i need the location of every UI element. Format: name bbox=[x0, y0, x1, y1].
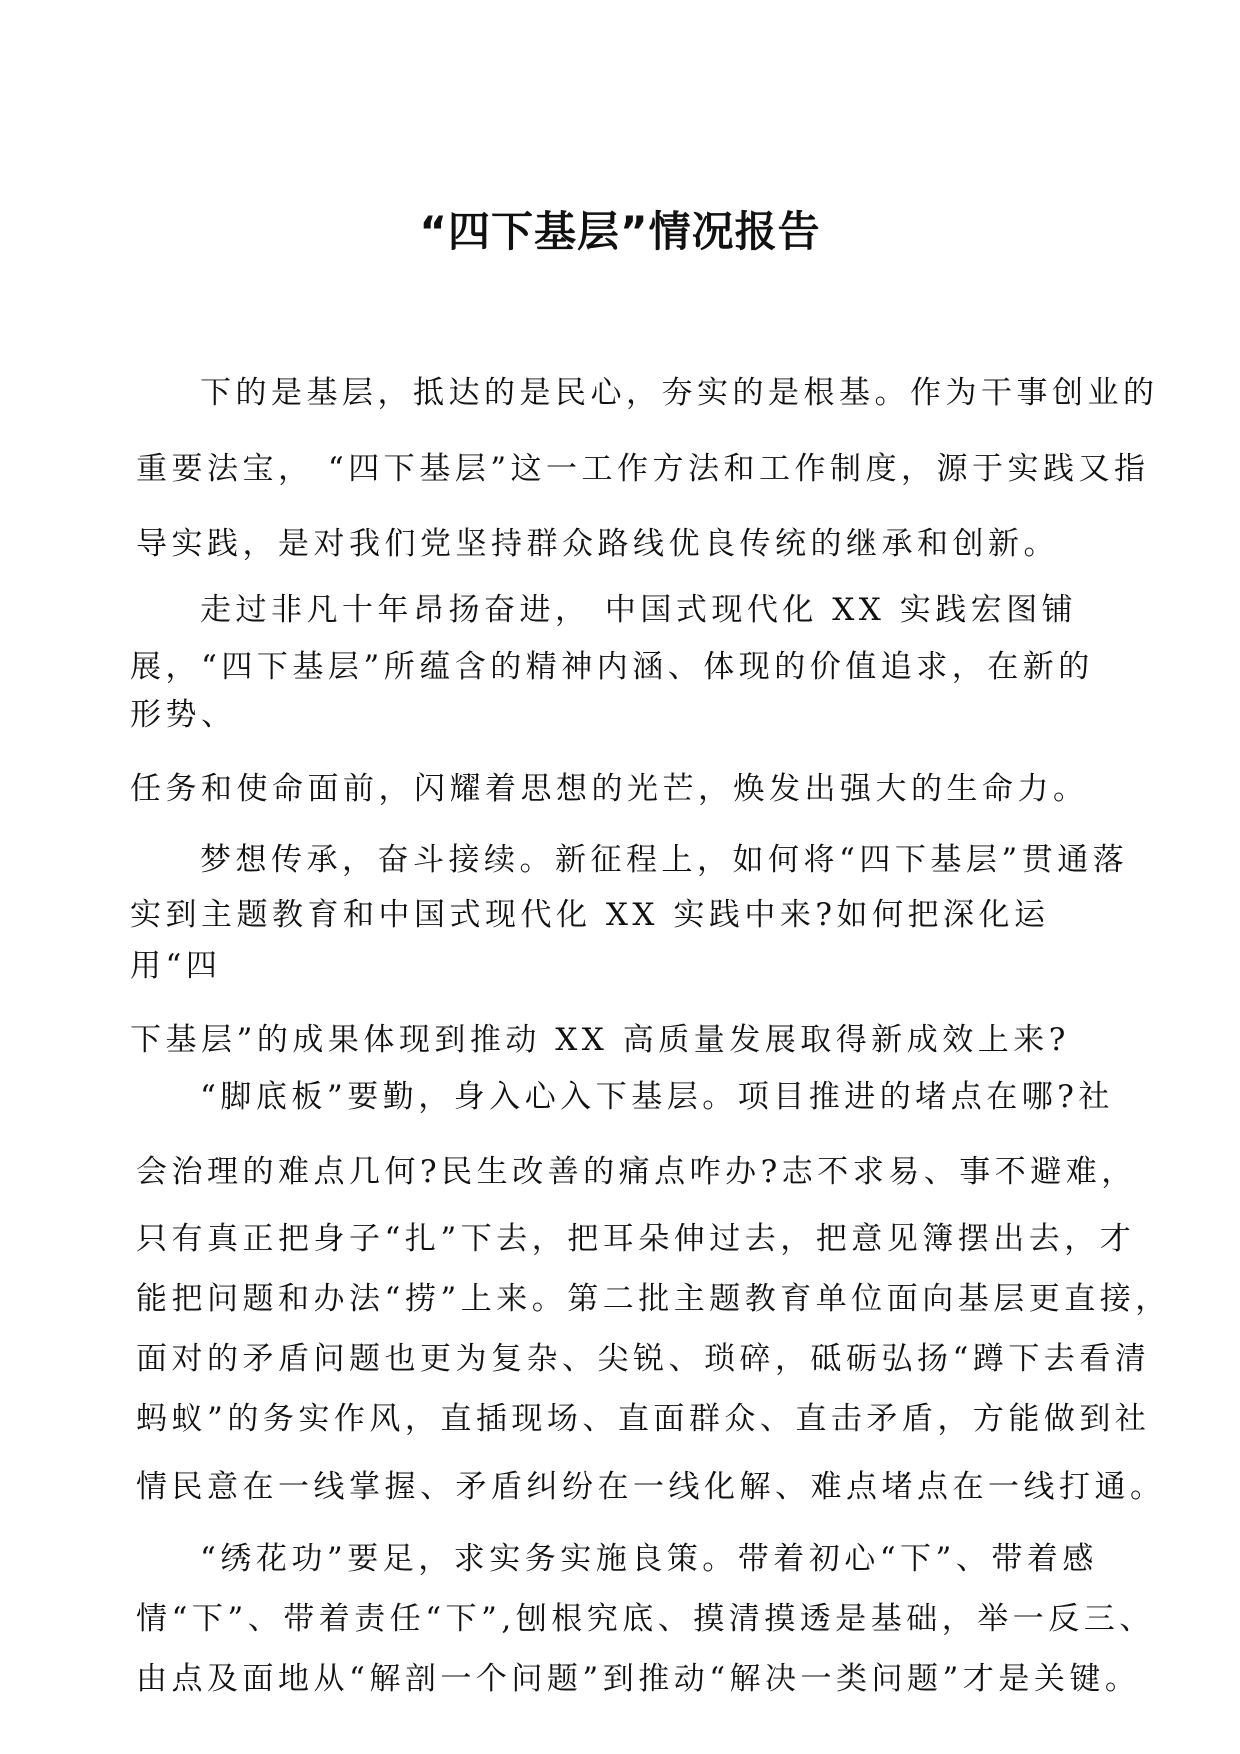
text-line: 导实践，是对我们党坚持群众路线优良传统的继承和创新。 bbox=[136, 526, 1059, 562]
text-line: 情“下”、带着责任“下”,刨根究底、摸清摸透是基础，举一反三、 bbox=[136, 1601, 1155, 1637]
text-line: 蚂蚁”的务实作风，直插现场、直面群众、直击矛盾，方能做到社 bbox=[136, 1401, 1151, 1437]
text-line: 梦想传承，奋斗接续。新征程上，如何将“四下基层”贯通落 bbox=[200, 842, 1129, 878]
text-line: 形势、 bbox=[130, 697, 237, 733]
text-line: 重要法宝， “四下基层”这一工作方法和工作制度，源于实践又指 bbox=[136, 451, 1150, 487]
text-line: 会治理的难点几何?民生改善的痛点咋办?志不求易、事不避难， bbox=[136, 1154, 1137, 1190]
document-title: “四下基层”情况报告 bbox=[419, 207, 821, 256]
text-line: 面对的矛盾问题也更为复杂、尖锐、琐碎，砥砺弘扬“蹲下去看清 bbox=[136, 1341, 1151, 1377]
text-line: 展，“四下基层”所蕴含的精神内涵、体现的价值追求，在新的 bbox=[130, 649, 1094, 685]
text-line: 实到主题教育和中国式现代化 XX 实践中来?如何把深化运 bbox=[130, 897, 1050, 933]
text-line: 只有真正把身子“扎”下去，把耳朵伸过去，把意见簿摆出去，才 bbox=[136, 1221, 1136, 1257]
text-line: 下的是基层，抵达的是民心，夯实的是根基。作为干事创业的 bbox=[200, 375, 1159, 411]
text-line: 情民意在一线掌握、矛盾纠纷在一线化解、难点堵点在一线打通。 bbox=[136, 1469, 1166, 1505]
text-line: 走过非凡十年昂扬奋进， 中国式现代化 XX 实践宏图铺 bbox=[200, 592, 1078, 628]
text-line: 能把问题和办法“捞”上来。第二批主题教育单位面向基层更直接， bbox=[136, 1281, 1171, 1317]
text-line: 下基层”的成果体现到推动 XX 高质量发展取得新成效上来? bbox=[130, 1022, 1070, 1058]
text-line: 用“四 bbox=[130, 948, 222, 984]
text-line: 由点及面地从“解剖一个问题”到推动“解决一类问题”才是关键。 bbox=[136, 1661, 1141, 1697]
text-line: “脚底板”要勤，身入心入下基层。项目推进的堵点在哪?社 bbox=[200, 1079, 1114, 1115]
text-line: 任务和使命面前，闪耀着思想的光芒，焕发出强大的生命力。 bbox=[130, 771, 1089, 807]
text-line: “绣花功”要足，求实务实施良策。带着初心“下”、带着感 bbox=[200, 1541, 1098, 1577]
